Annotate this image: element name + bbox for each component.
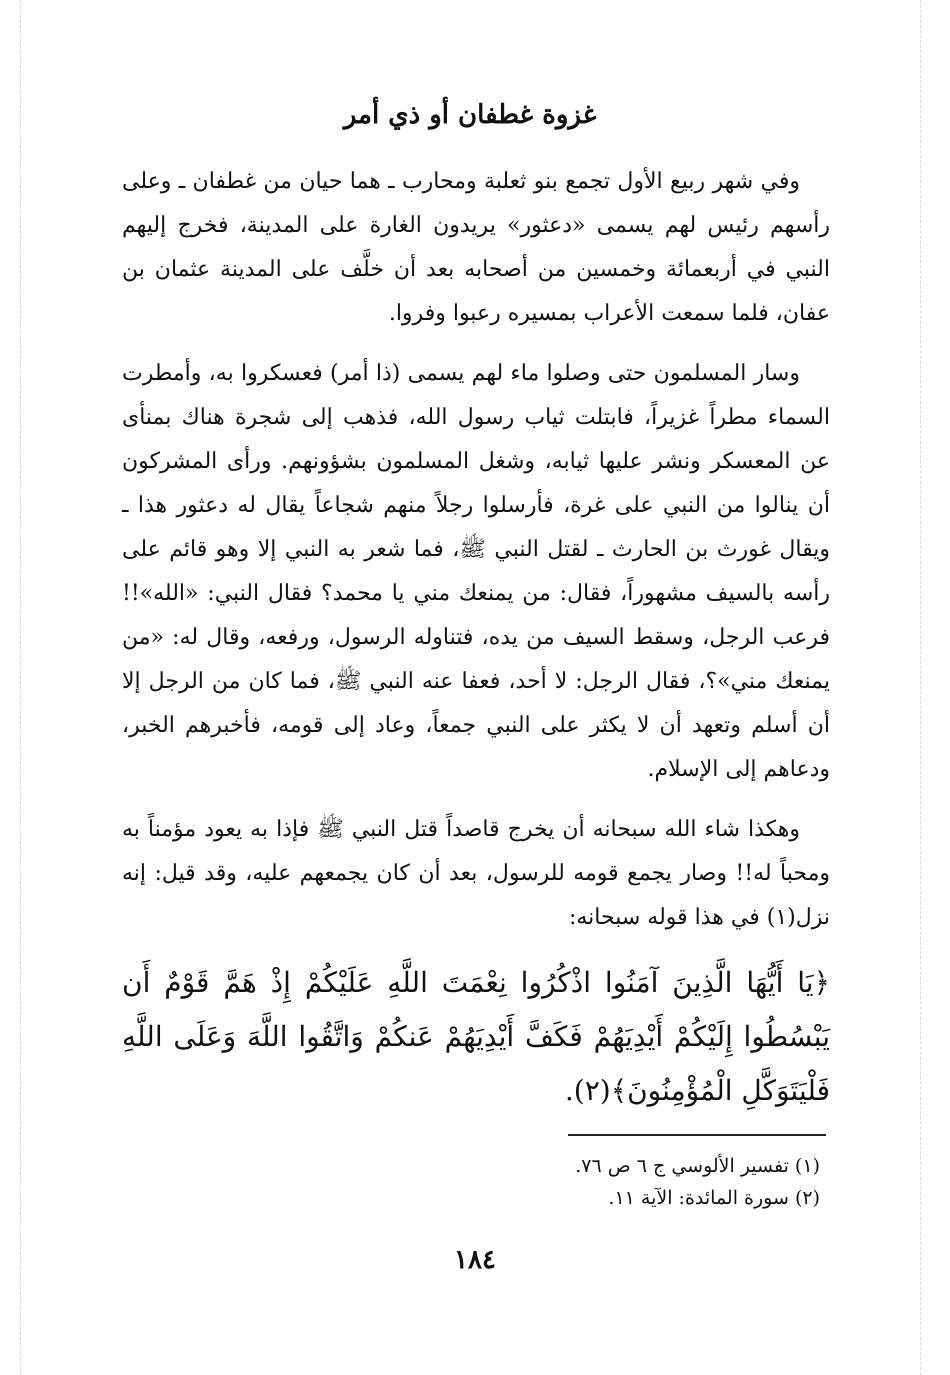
footnotes <box>400 1150 820 1214</box>
right-margin-guide <box>920 0 921 1375</box>
page-number: ١٨٤ <box>454 1245 496 1275</box>
quran-verse: ﴿يَا أَيُّهَا الَّذِينَ آمَنُوا اذْكُرُوا نِعْمَتَ اللَّهِ عَلَيْكُمْ إِذْ هَمَّ قَوْمٌ أَن يَبْسُطُوا إِلَيْكُمْ أَيْدِيَهُمْ فَكَفَّ أَيْدِيَهُمْ عَنكُمْ وَاتَّقُوا اللَّهَ وَعَلَى اللَّهِ فَلْيَتَوَكَّلِ الْمُؤْمِنُونَ﴾(٢). <box>122 966 830 1107</box>
chapter-title: غزوة غطفان أو ذي أمر <box>343 100 597 130</box>
footnote-divider <box>568 1134 826 1136</box>
paragraph-2: وسار المسلمون حتى وصلوا ماء لهم يسمى (ذا أمر) فعسكروا به، وأمطرت السماء مطراً غزيراً، فابتلت ثياب رسول الله، فذهب إلى شجرة هناك بمنأى عن المعسكر ونشر عليها ثيابه، وشغل المسلمون بشؤونهم. ورأى المشركون أن ينالوا من النبي على غرة، فأرسلوا رجلاً منهم شجاعاً يقال له دعثور هذا ـ ويقال غورث بن الحارث ـ لقتل النبي ﷺ، فما شعر به النبي إلا وهو قائم على رأسه بالسيف مشهوراً، فقال: من يمنعك مني يا محمد؟ فقال النبي: «الله»!! فرعب الرجل، وسقط السيف من يده، فتناوله الرسول، ورفعه، وقال له: «من يمنعك مني»؟، فقال الرجل: لا أحد، فعفا عنه النبي ﷺ، فما كان من الرجل إلا أن أسلم وتعهد أن لا يكثر على النبي جمعاً، وعاد إلى قومه، فأخبرهم الخبر، ودعاهم إلى الإسلام. <box>122 361 830 782</box>
body-text <box>122 160 830 1118</box>
footnote-1: (١) تفسير الألوسي ج ٦ ص ٧٦. <box>575 1155 820 1177</box>
paragraph-1: وفي شهر ربيع الأول تجمع بنو ثعلبة ومحارب ـ هما حيان من غطفان ـ وعلى رأسهم رئيس لهم يسمى «دعثور» يريدون الغارة على المدينة، فخرج إليهم النبي في أربعمائة وخمسين من أصحابه بعد أن خلَّف على المدينة عثمان بن عفان، فلما سمعت الأعراب بمسيره رعبوا وفروا. <box>122 169 830 326</box>
footnote-2: (٢) سورة المائدة: الآية ١١. <box>608 1187 820 1209</box>
paragraph-3: وهكذا شاء الله سبحانه أن يخرج قاصداً قتل النبي ﷺ فإذا به يعود مؤمناً به ومحباً له!! وصار يجمع قومه للرسول، بعد أن كان يجمعهم عليه، وقد قيل: إنه نزل(١) في هذا قوله سبحانه: <box>122 817 830 930</box>
left-margin-guide <box>20 0 21 1375</box>
